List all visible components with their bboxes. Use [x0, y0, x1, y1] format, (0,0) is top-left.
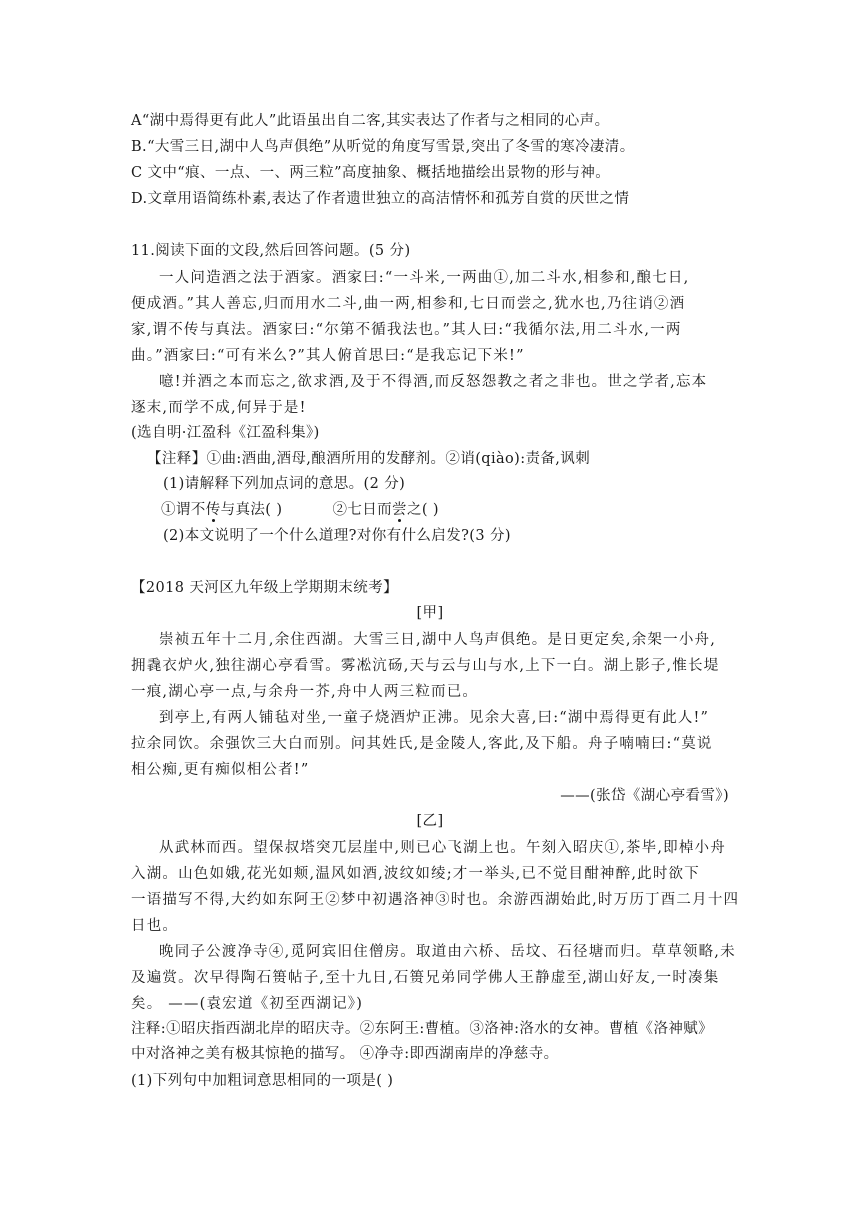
- yi-notes-line: 注释:①昭庆指西湖北岸的昭庆寺。②东阿王:曹植。③洛神:洛水的女神。曹植《洛神赋》: [131, 1021, 714, 1037]
- jia-passage-line: 到亭上,有两人铺毡对坐,一童子烧酒炉正沸。见余大喜,曰:“湖中焉得更有此人!”: [159, 710, 710, 726]
- jia-passage-line: 相公痴,更有痴似相公者!”: [131, 762, 310, 778]
- jia-passage-line: 拉余同饮。余强饮三大白而别。问其姓氏,是金陵人,客此,及下船。舟子喃喃曰:“莫说: [131, 736, 713, 752]
- blank1-pre: ①谓不: [161, 502, 206, 518]
- blank2-pre: ②七日而: [332, 502, 393, 518]
- exam-q1: (1)下列句中加粗词意思相同的一项是( ): [131, 1073, 394, 1089]
- dotted-char: 尝: [392, 502, 407, 518]
- yi-passage-line: 入湖。山色如娥,花光如颊,温风如酒,波纹如绫;才一举头,已不觉目酣神醉,此时欲下: [131, 866, 700, 882]
- yi-passage-line: 一语描写不得,大约如东阿王②梦中初遇洛神③时也。余游西湖始此,时万历丁酉二月十四: [131, 892, 740, 908]
- yi-passage-line: 矣。 ——(袁宏道《初至西湖记》): [131, 996, 364, 1012]
- q11-blanks: [161, 500, 439, 520]
- yi-passage-line: 日也。: [131, 918, 179, 934]
- q11-heading: 11.阅读下面的文段,然后回答问题。(5 分): [131, 243, 411, 259]
- q11-sub1: (1)请解释下列加点词的意思。(2 分): [163, 476, 406, 492]
- q11-passage-line: 家,谓不传与真法。酒家曰:“尔第不循我法也。”其人曰:“我循尔法,用二斗水,一两: [131, 322, 682, 338]
- q11-note: 【注释】①曲:酒曲,酒母,酿酒所用的发酵剂。②诮(qiào):责备,讽刺: [147, 451, 591, 467]
- yi-passage-line: 晚同子公渡净寺④,觅阿宾旧住僧房。取道由六桥、岳坟、石径塘而归。草草领略,未: [159, 944, 736, 960]
- option-d: D.文章用语简练朴素,表达了作者遗世独立的高洁情怀和孤芳自赏的厌世之情: [131, 191, 630, 207]
- option-a: A“湖中焉得更有此人”此语虽出自二客,其实表达了作者与之相同的心声。: [131, 113, 610, 129]
- yi-passage-line: 从武林而西。望保叔塔突兀层崖中,则已心飞湖上也。午刻入昭庆①,茶毕,即棹小舟: [159, 840, 726, 856]
- yi-passage-line: 及遍赏。次早得陶石篑帖子,至十九日,石篑兄弟同学佛人王静虚至,湖山好友,一时凑集: [131, 970, 720, 986]
- q11-source: (选自明·江盈科《江盈科集》): [131, 425, 320, 441]
- dotted-char: 传: [205, 502, 221, 518]
- yi-label: [乙]: [416, 813, 444, 829]
- jia-passage-line: 一痕,湖心亭一点,与余舟一芥,舟中人两三粒而已。: [131, 684, 479, 700]
- blank2-post: 之( ): [406, 502, 439, 518]
- q11-passage-line: 便成酒。”其人善忘,归而用水二斗,曲一两,相参和,七日而尝之,犹水也,乃往诮②酒: [131, 296, 686, 312]
- yi-notes-line: 中对洛神之美有极其惊艳的描写。 ④净寺:即西湖南岸的净慈寺。: [131, 1046, 559, 1062]
- blank1-post: 与真法( ): [220, 502, 283, 518]
- option-b: B.“大雪三日,湖中人鸟声俱绝”从听觉的角度写雪景,突出了冬雪的寒冷凄清。: [131, 139, 635, 155]
- q11-passage-line: 曲。”酒家曰:“可有米么?”其人俯首思曰:“是我忘记下米!”: [131, 348, 525, 364]
- q11-sub2: (2)本文说明了一个什么道理?对你有什么启发?(3 分): [163, 528, 511, 544]
- jia-source: ——(张岱《湖心亭看雪》): [560, 788, 729, 804]
- q11-passage-line: 一人问造酒之法于酒家。酒家曰:“一斗米,一两曲①,加二斗水,相参和,酿七日,: [159, 270, 690, 286]
- q11-passage-line: 噫!并酒之本而忘之,欲求酒,及于不得酒,而反怒怨教之者之非也。世之学者,忘本: [159, 374, 708, 390]
- option-c: C 文中“痕、一点、一、两三粒”高度抽象、概括地描绘出景物的形与神。: [131, 165, 611, 181]
- jia-passage-line: 崇祯五年十二月,余住西湖。大雪三日,湖中人鸟声俱绝。是日更定矣,余架一小舟,: [159, 632, 717, 648]
- exam-heading: 【2018 天河区九年级上学期期末统考】: [131, 580, 399, 596]
- jia-label: [甲]: [416, 605, 444, 621]
- q11-passage-line: 逐末,而学不成,何异于是!: [131, 400, 307, 416]
- jia-passage-line: 拥毳衣炉火,独往湖心亭看雪。雾凇沆砀,天与云与山与水,上下一白。湖上影子,惟长堤: [131, 658, 720, 674]
